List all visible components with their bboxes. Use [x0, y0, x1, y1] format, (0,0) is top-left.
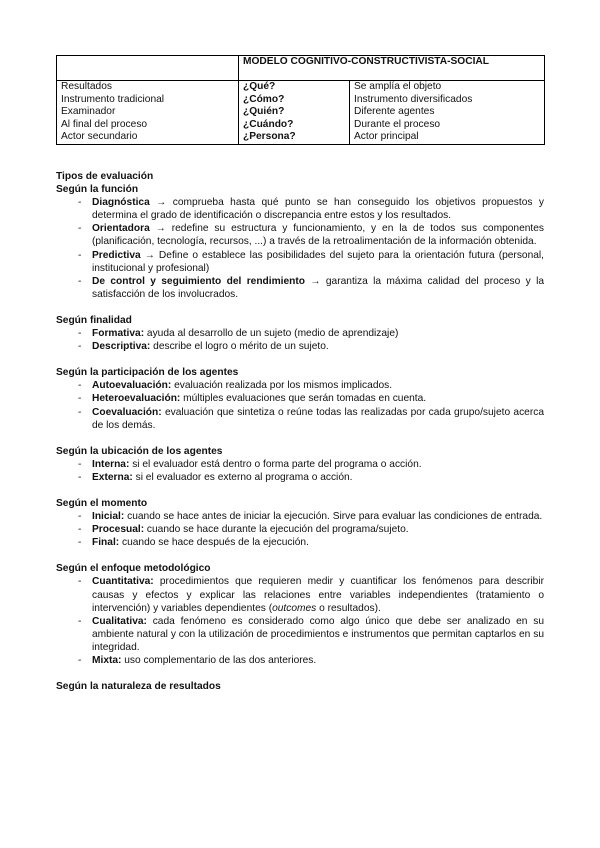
dash-bullet: - — [78, 328, 82, 340]
item-text: cuando se hace después de la ejecución. — [119, 537, 309, 549]
section-heading: Según la función — [56, 184, 139, 196]
item-term: Diagnóstica — [92, 197, 150, 209]
section-momento — [56, 497, 544, 549]
section-finalidad — [56, 314, 544, 353]
item-term: Cualitativa: — [92, 615, 147, 627]
section-heading: Según finalidad — [56, 314, 132, 326]
list-item — [56, 458, 544, 471]
list-item — [56, 275, 544, 301]
bullet-list — [56, 510, 544, 549]
table-header-empty-cell — [57, 56, 239, 81]
item-term: Heteroevaluación: — [92, 393, 181, 405]
section-funcion — [56, 170, 544, 301]
dash-bullet: - — [78, 197, 82, 209]
item-term: Procesual: — [92, 524, 145, 536]
table-column-constructivist — [350, 81, 545, 145]
section-heading: Según la participación de los agentes — [56, 367, 239, 379]
section-heading: Según la ubicación de los agentes — [56, 445, 223, 457]
item-text: cada fenómeno es considerado como algo único que debe ser analizado en su ambiente natural y con la utilización de procedimientos e instrumentos que permitan captarlos en su integridad. — [92, 615, 544, 653]
item-term: Predictiva — [92, 249, 141, 261]
item-term: Descriptiva: — [92, 341, 151, 353]
item-text: → comprueba hasta qué punto se han conseguido los objetivos propuestos y determina el grado de identificación o discrepancia entre estos y los resultados. — [92, 197, 544, 222]
dash-bullet: - — [78, 524, 82, 536]
item-term: Cuantitativa: — [92, 576, 154, 588]
item-term: Autoevaluación: — [92, 380, 172, 392]
item-text-tail: o resultados). — [316, 602, 381, 614]
table-cell: Actor secundario — [61, 131, 138, 143]
table-cell: Actor principal — [354, 131, 419, 143]
section-enfoque — [56, 562, 544, 667]
item-term: Interna: — [92, 458, 130, 470]
section-ubicacion — [56, 445, 544, 484]
list-item — [56, 327, 544, 340]
dash-bullet: - — [78, 576, 82, 588]
dash-bullet: - — [78, 380, 82, 392]
table-column-traditional — [57, 81, 239, 145]
bullet-list — [56, 379, 544, 431]
item-text: ayuda al desarrollo de un sujeto (medio de aprendizaje) — [144, 328, 399, 340]
table-column-questions — [239, 81, 350, 145]
table-header-row — [57, 56, 545, 81]
table-cell: ¿Cuándo? — [243, 118, 294, 130]
table-cell: Resultados — [61, 81, 112, 92]
table-cell: ¿Cómo? — [243, 93, 285, 105]
item-text: evaluación realizada por los mismos implicados. — [171, 380, 393, 392]
list-item — [56, 654, 544, 667]
bullet-list — [56, 458, 544, 484]
section-heading: Según el momento — [56, 497, 148, 509]
item-term: Coevaluación: — [92, 406, 162, 418]
item-text: uso complementario de las dos anteriores. — [121, 655, 317, 666]
list-item — [56, 379, 544, 392]
list-item — [56, 340, 544, 353]
item-text: procedimientos que requieren medir y cuantificar los fenómenos para describir causas y efectos y explicar las relaciones entre variables independientes (tratamiento o intervención) y variables dependientes ( — [92, 576, 544, 614]
table-cell: Examinador — [61, 106, 116, 118]
list-item — [56, 536, 544, 549]
dash-bullet: - — [78, 406, 82, 418]
table-cell: ¿Persona? — [243, 131, 296, 143]
dash-bullet: - — [78, 615, 82, 627]
table-body-row — [57, 81, 545, 145]
item-text: evaluación que sintetiza o reúne todas las realizadas por cada grupo/sujeto acerca de los demás. — [92, 406, 544, 431]
section-participacion — [56, 366, 544, 431]
dash-bullet: - — [78, 537, 82, 549]
item-text: describe el logro o mérito de un sujeto. — [150, 341, 329, 353]
table-cell: Al final del proceso — [61, 118, 148, 130]
document-body — [56, 170, 544, 693]
item-text: → redefine su estructura y funcionamiento, y en la de todos sus componentes (planificación, tecnología, recursos, ...) a través de la retroalimentación de la información obtenida. — [92, 223, 544, 248]
item-text: múltiples evaluaciones que serán tomadas en cuenta. — [180, 393, 427, 405]
section-heading: Según la naturaleza de resultados — [56, 681, 221, 693]
list-item — [56, 196, 544, 222]
bullet-list — [56, 327, 544, 353]
list-item — [56, 222, 544, 248]
list-item — [56, 575, 544, 614]
list-item — [56, 392, 544, 405]
list-item — [56, 510, 544, 523]
list-item — [56, 406, 544, 432]
item-text: cuando se hace antes de iniciar la ejecución. Sirve para evaluar las condiciones de entrada. — [124, 511, 543, 523]
list-item — [56, 523, 544, 536]
table-cell: Durante el proceso — [354, 118, 441, 130]
item-text: si el evaluador está dentro o forma parte del programa o acción. — [129, 458, 422, 470]
dash-bullet: - — [78, 393, 82, 405]
dash-bullet: - — [78, 655, 82, 666]
dash-bullet: - — [78, 275, 82, 287]
table-cell: Instrumento diversificados — [354, 93, 473, 105]
list-item — [56, 615, 544, 654]
table-cell: Diferente agentes — [354, 106, 435, 118]
comparison-table — [56, 55, 545, 145]
table-cell: Instrumento tradicional — [61, 93, 165, 105]
table-cell: Se amplía el objeto — [354, 81, 442, 92]
table-cell: ¿Quién? — [243, 106, 285, 118]
dash-bullet: - — [78, 223, 82, 235]
item-term: Inicial: — [92, 511, 125, 523]
dash-bullet: - — [78, 471, 82, 483]
list-item — [56, 249, 544, 275]
dash-bullet: - — [78, 341, 82, 353]
table-cell: ¿Qué? — [243, 81, 276, 92]
item-italic-term: outcomes — [272, 602, 317, 614]
dash-bullet: - — [78, 458, 82, 470]
item-text: si el evaluador es externo al programa o acción. — [132, 471, 353, 483]
dash-bullet: - — [78, 249, 82, 261]
item-term: Formativa: — [92, 328, 145, 340]
item-text: cuando se hace durante la ejecución del programa/sujeto. — [144, 524, 409, 536]
item-term: Externa: — [92, 471, 133, 483]
table-header-title: MODELO COGNITIVO-CONSTRUCTIVISTA-SOCIAL — [239, 56, 545, 81]
item-text: → Define o establece las posibilidades del sujeto para la orientación futura (personal, institucional y profesional) — [92, 249, 544, 274]
bullet-list — [56, 575, 544, 667]
document-title: Tipos de evaluación — [56, 171, 154, 182]
item-term: Mixta: — [92, 655, 122, 666]
bullet-list — [56, 196, 544, 301]
item-term: Orientadora — [92, 223, 150, 235]
item-text: → garantiza la máxima calidad del proceso y la satisfacción de los involucrados. — [92, 275, 544, 300]
dash-bullet: - — [78, 511, 82, 523]
section-heading: Según el enfoque metodológico — [56, 563, 211, 575]
list-item — [56, 471, 544, 484]
section-naturaleza — [56, 680, 544, 693]
item-term: Final: — [92, 537, 120, 549]
item-term: De control y seguimiento del rendimiento — [92, 275, 305, 287]
